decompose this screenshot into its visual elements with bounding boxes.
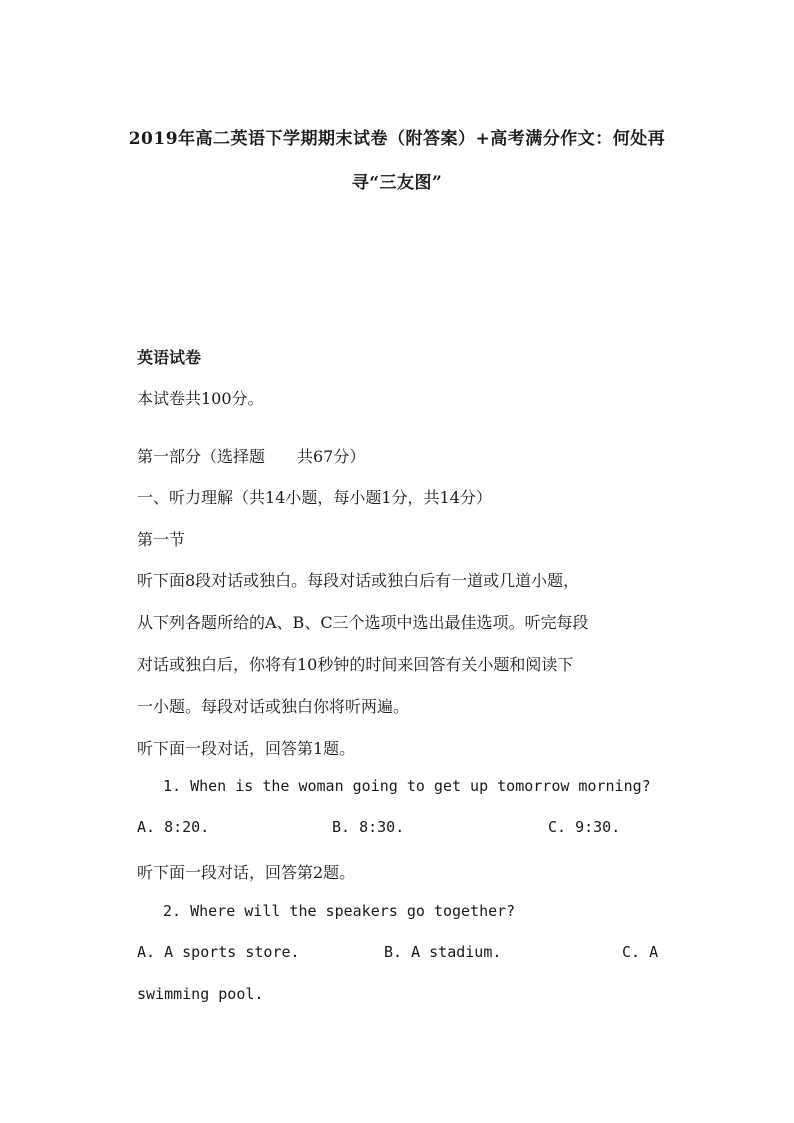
total-score-note: 本试卷共100分。 (137, 389, 264, 408)
question-2-text: 2. Where will the speakers go together? (163, 902, 516, 920)
document-title-line-2: 寻“三友图” (351, 173, 443, 193)
instructions-line-2: 从下列各题所给的A、B、C三个选项中选出最佳选项。听完每段 (137, 613, 589, 632)
instructions-line-4: 一小题。每段对话或独白你将听两遍。 (137, 697, 410, 716)
document-title-line-1: 2019年高二英语下学期期末试卷（附答案）+高考满分作文：何处再 (128, 129, 666, 149)
section-one-heading: 第一节 (137, 530, 186, 549)
listening-heading: 一、听力理解（共14小题，每小题1分，共14分） (137, 488, 492, 507)
question-2-option-c-continued: swimming pool. (137, 985, 264, 1003)
question-2-option-b: B. A stadium. (384, 943, 502, 961)
question-1-prompt: 听下面一段对话，回答第1题。 (137, 739, 356, 758)
instructions-line-3: 对话或独白后，你将有10秒钟的时间来回答有关小题和阅读下 (137, 655, 574, 674)
question-2-option-a: A. A sports store. (137, 943, 300, 961)
question-2-prompt: 听下面一段对话，回答第2题。 (137, 863, 356, 882)
question-1-option-b: B. 8:30. (332, 818, 405, 836)
instructions-line-1: 听下面8段对话或独白。每段对话或独白后有一道或几道小题， (137, 571, 580, 590)
section-heading: 英语试卷 (137, 348, 202, 367)
question-2-option-c: C. A (622, 943, 659, 961)
question-1-text: 1. When is the woman going to get up tomorrow morning? (163, 777, 651, 795)
question-1-option-c: C. 9:30. (548, 818, 621, 836)
part-one-heading: 第一部分（选择题 共67分） (137, 447, 366, 466)
question-1-option-a: A. 8:20. (137, 818, 210, 836)
